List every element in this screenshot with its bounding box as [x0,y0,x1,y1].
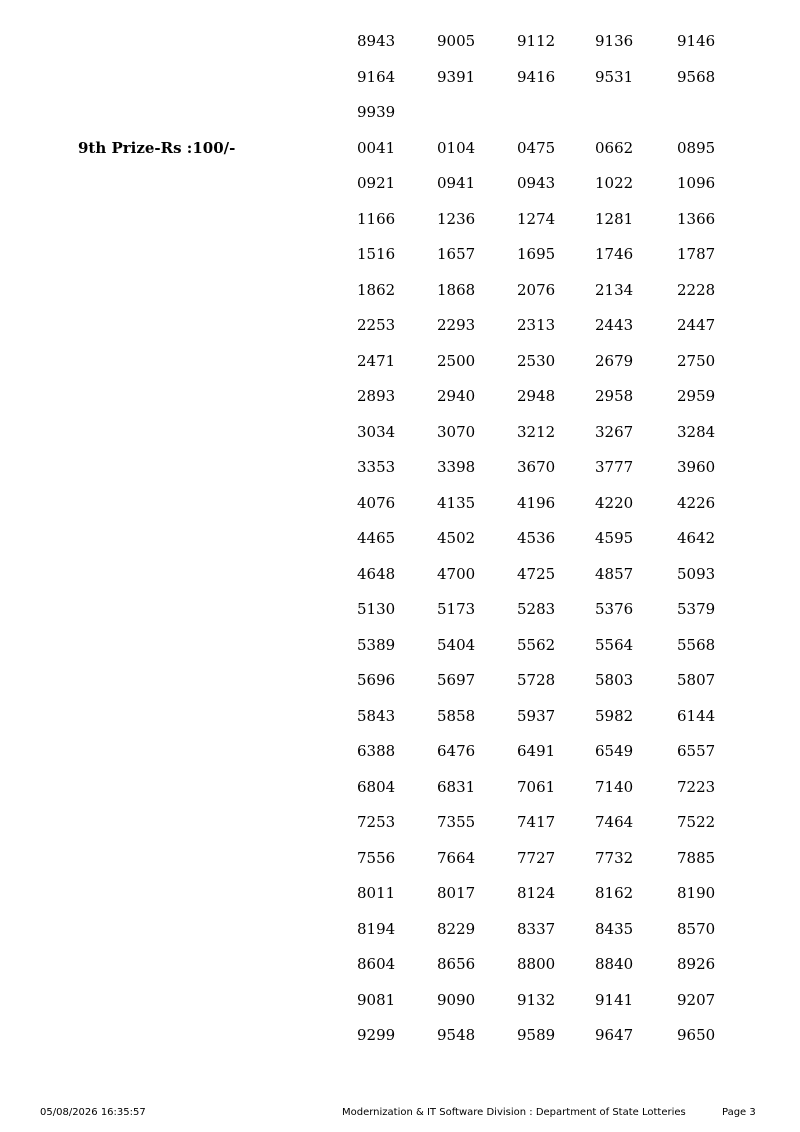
ticket-number: 4700 [437,564,476,583]
ticket-number: 2679 [595,351,634,370]
ticket-number: 4642 [677,529,716,547]
ticket-number: 4076 [357,493,396,512]
ticket-number: 3284 [677,422,716,441]
ticket-number: 3353 [357,458,396,476]
ticket-number: 8926 [677,955,716,973]
ticket-number: 8840 [595,955,634,973]
ticket-number: 2076 [517,280,556,299]
prize-label: 9th Prize-Rs :100/- [78,138,236,157]
ticket-number: 5562 [517,635,556,654]
ticket-number: 2471 [357,351,396,370]
ticket-number: 6144 [677,706,716,725]
ticket-number: 6557 [677,742,716,760]
ticket-number: 4226 [677,493,716,512]
ticket-number: 4536 [517,529,556,547]
ticket-number: 4725 [517,564,556,583]
ticket-number: 5728 [517,671,556,689]
ticket-number: 4196 [517,493,556,512]
ticket-number: 8943 [357,32,396,50]
ticket-number: 7522 [677,813,716,831]
ticket-number: 3960 [677,458,716,476]
ticket-number: 7140 [595,777,634,796]
ticket-number: 1695 [517,245,556,263]
ticket-number: 8190 [677,884,716,902]
ticket-number: 8162 [595,884,634,902]
ticket-number: 4502 [437,529,476,547]
ticket-number: 2893 [357,387,396,405]
ticket-number: 6804 [357,777,396,796]
ticket-number: 9146 [677,32,716,50]
ticket-number: 2959 [677,387,716,405]
ticket-number: 0662 [595,138,634,157]
ticket-number: 7061 [517,777,556,796]
ticket-number: 3267 [595,422,634,441]
ticket-number: 8194 [357,919,396,938]
ticket-number: 1366 [677,209,716,228]
ticket-number: 4648 [357,564,396,583]
ticket-number: 2940 [437,387,476,405]
ticket-number: 5173 [437,600,476,618]
ticket-number: 5843 [357,706,396,725]
ticket-number: 5697 [437,671,476,689]
ticket-number: 9090 [437,990,476,1009]
ticket-number: 5130 [357,600,396,618]
ticket-number: 8124 [517,884,556,902]
ticket-number: 5568 [677,635,716,654]
ticket-number: 9531 [595,67,634,86]
ticket-number: 0941 [437,174,476,192]
ticket-number: 9391 [437,67,476,86]
ticket-number: 0475 [517,138,556,157]
ticket-number: 2228 [677,280,716,299]
ticket-number: 7355 [437,813,476,831]
ticket-number: 6491 [517,742,556,760]
ticket-number: 9081 [357,990,396,1009]
footer-division: Modernization & IT Software Division : Department of State Lotteries [342,1107,686,1118]
ticket-number: 8337 [517,919,556,938]
ticket-number: 7556 [357,848,396,867]
ticket-number: 0921 [357,174,396,192]
ticket-number: 9207 [677,990,716,1009]
ticket-number: 7223 [677,777,716,796]
ticket-number: 6476 [437,742,476,760]
ticket-number: 9005 [437,32,476,50]
ticket-number: 2253 [357,316,396,334]
ticket-number: 5696 [357,671,396,689]
ticket-number: 1868 [437,280,476,299]
ticket-number: 8800 [517,955,556,973]
ticket-number: 1022 [595,174,634,192]
ticket-number: 8656 [437,955,476,973]
ticket-number: 2500 [437,351,476,370]
ticket-number: 9589 [517,1026,556,1044]
ticket-number: 0104 [437,138,476,157]
ticket-number: 1787 [677,245,716,263]
ticket-number: 5379 [677,600,716,618]
ticket-number: 9647 [595,1026,634,1044]
ticket-number: 9548 [437,1026,476,1044]
ticket-number: 3070 [437,422,476,441]
ticket-number: 9112 [517,32,556,50]
ticket-number: 5093 [677,564,716,583]
ticket-number: 1166 [357,209,396,228]
ticket-number: 5858 [437,706,476,725]
ticket-number: 5404 [437,635,476,654]
ticket-number: 9141 [595,990,634,1009]
ticket-number: 2447 [677,316,716,334]
ticket-number: 2958 [595,387,634,405]
ticket-number: 5376 [595,600,634,618]
ticket-number: 5389 [357,635,396,654]
ticket-number: 6388 [357,742,396,760]
ticket-number: 4595 [595,529,634,547]
ticket-number: 8604 [357,955,396,973]
ticket-number: 8017 [437,884,476,902]
ticket-number: 1274 [517,209,556,228]
ticket-number: 0943 [517,174,556,192]
ticket-number: 8011 [357,884,396,902]
ticket-number: 4220 [595,493,634,512]
ticket-number: 7664 [437,848,476,867]
ticket-number: 5807 [677,671,716,689]
ticket-number: 2443 [595,316,634,334]
ticket-number: 5803 [595,671,634,689]
ticket-number: 1281 [595,209,634,228]
ticket-number: 8435 [595,919,634,938]
ticket-number: 7885 [677,848,716,867]
ticket-number: 2530 [517,351,556,370]
ticket-number: 2134 [595,280,634,299]
ticket-number: 3398 [437,458,476,476]
ticket-number: 7253 [357,813,396,831]
ticket-number: 3212 [517,422,556,441]
ticket-number: 1862 [357,280,396,299]
footer-page-number: Page 3 [722,1107,756,1118]
ticket-number: 8229 [437,919,476,938]
ticket-number: 9416 [517,67,556,86]
ticket-number: 1516 [357,245,396,263]
footer-timestamp: 05/08/2026 16:35:57 [40,1107,146,1118]
ticket-number: 1236 [437,209,476,228]
ticket-number: 6549 [595,742,634,760]
ticket-number: 2313 [517,316,556,334]
ticket-number: 5564 [595,635,634,654]
ticket-number: 1657 [437,245,476,263]
ticket-number: 9939 [357,103,396,121]
ticket-number: 2948 [517,387,556,405]
ticket-number: 2293 [437,316,476,334]
ticket-number: 7732 [595,848,634,867]
ticket-number: 4857 [595,564,634,583]
ticket-number: 9132 [517,990,556,1009]
ticket-number: 9299 [357,1026,396,1044]
ticket-number: 6831 [437,777,476,796]
ticket-number: 9136 [595,32,634,50]
ticket-number: 4135 [437,493,476,512]
ticket-number: 5937 [517,706,556,725]
ticket-number: 3034 [357,422,396,441]
ticket-number: 3777 [595,458,634,476]
ticket-number: 0895 [677,138,716,157]
ticket-number: 1096 [677,174,716,192]
ticket-number: 9568 [677,67,716,86]
ticket-number: 7417 [517,813,556,831]
ticket-number: 8570 [677,919,716,938]
ticket-number: 5982 [595,706,634,725]
ticket-number: 3670 [517,458,556,476]
ticket-number: 2750 [677,351,716,370]
ticket-number: 7464 [595,813,634,831]
ticket-number: 4465 [357,529,396,547]
ticket-number: 7727 [517,848,556,867]
ticket-number: 1746 [595,245,634,263]
ticket-number: 9164 [357,67,396,86]
ticket-number: 9650 [677,1026,716,1044]
ticket-number: 0041 [357,138,396,157]
ticket-number: 5283 [517,600,556,618]
